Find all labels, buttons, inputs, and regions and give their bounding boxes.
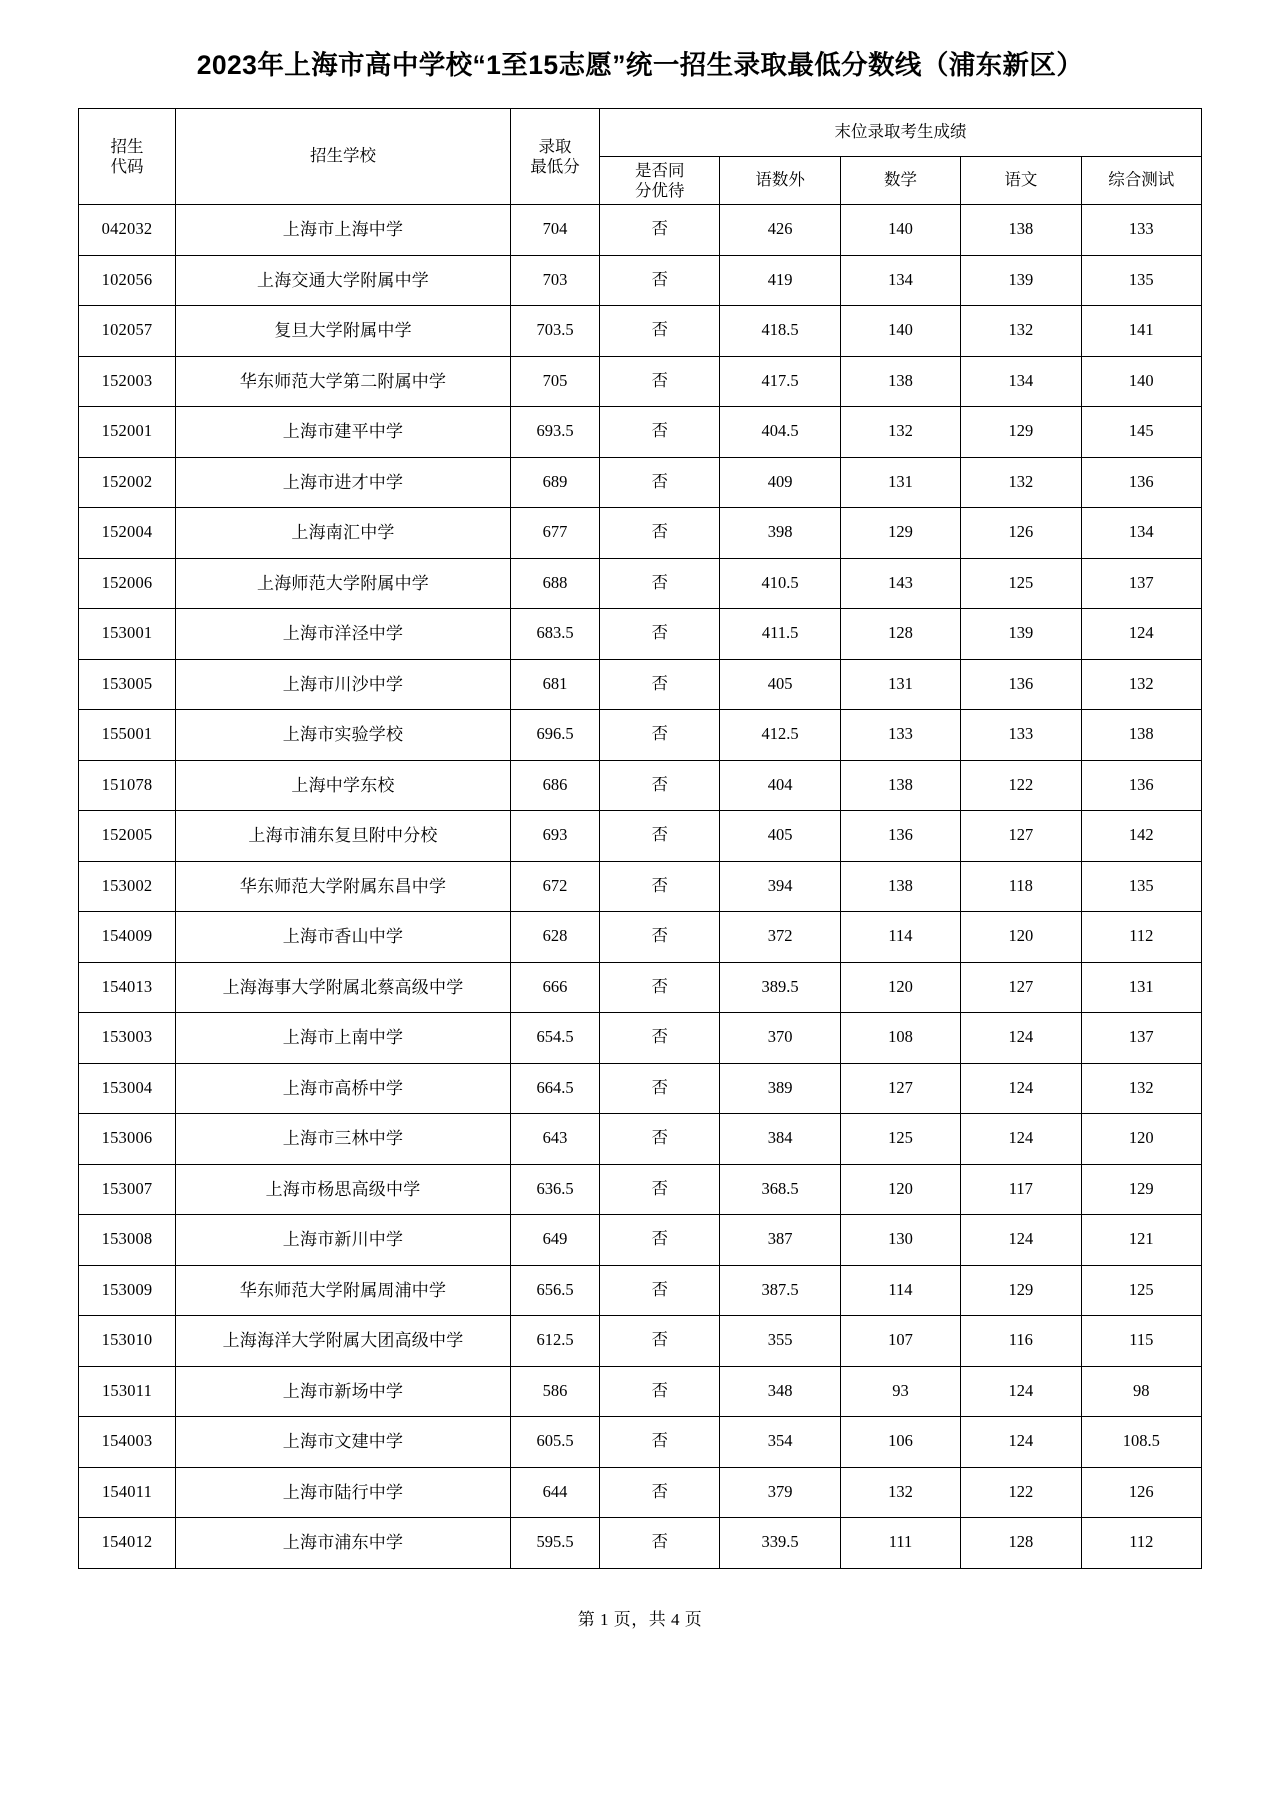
cell-same-score-preference: 否 [600, 1063, 720, 1114]
cell-min-score: 644 [511, 1467, 600, 1518]
table-row [79, 861, 1202, 912]
cell-school-name: 上海市香山中学 [176, 912, 511, 963]
cell-admission-code: 153001 [79, 609, 176, 660]
cell-math: 125 [840, 1114, 960, 1165]
cell-min-score: 636.5 [511, 1164, 600, 1215]
cell-min-score: 654.5 [511, 1013, 600, 1064]
cell-comprehensive: 135 [1081, 861, 1201, 912]
table-row [79, 1316, 1202, 1367]
cell-admission-code: 151078 [79, 760, 176, 811]
table-row [79, 760, 1202, 811]
table-row [79, 1114, 1202, 1165]
cell-math: 127 [840, 1063, 960, 1114]
cell-admission-code: 102056 [79, 255, 176, 306]
cell-math: 108 [840, 1013, 960, 1064]
page-title: 2023年上海市高中学校“1至15志愿”统一招生录取最低分数线（浦东新区） [196, 50, 1084, 80]
cell-comprehensive: 132 [1081, 659, 1201, 710]
cell-min-score: 643 [511, 1114, 600, 1165]
table-row [79, 407, 1202, 458]
header-same-score-line1: 是否同 [634, 160, 685, 180]
table-row [79, 811, 1202, 862]
cell-same-score-preference: 否 [600, 1467, 720, 1518]
cell-chinese: 124 [961, 1215, 1081, 1266]
cell-comprehensive: 136 [1081, 760, 1201, 811]
cell-math: 114 [840, 912, 960, 963]
cell-same-score-preference: 否 [600, 1518, 720, 1569]
cell-school-name: 上海中学东校 [176, 760, 511, 811]
cell-min-score: 595.5 [511, 1518, 600, 1569]
cell-math: 120 [840, 962, 960, 1013]
cell-min-score: 612.5 [511, 1316, 600, 1367]
header-same-score-line2: 分优待 [634, 180, 685, 200]
cell-chinese: 132 [961, 306, 1081, 357]
cell-chinese: 128 [961, 1518, 1081, 1569]
header-min-score [511, 109, 600, 205]
cell-admission-code: 153008 [79, 1215, 176, 1266]
cell-chinese: 129 [961, 407, 1081, 458]
cell-min-score: 693.5 [511, 407, 600, 458]
cell-comprehensive: 133 [1081, 205, 1201, 256]
cell-admission-code: 152004 [79, 508, 176, 559]
cell-same-score-preference: 否 [600, 558, 720, 609]
cell-math: 143 [840, 558, 960, 609]
cell-comprehensive: 120 [1081, 1114, 1201, 1165]
cell-math: 129 [840, 508, 960, 559]
cell-same-score-preference: 否 [600, 962, 720, 1013]
cell-chinese-math-english: 379 [720, 1467, 840, 1518]
cell-same-score-preference: 否 [600, 861, 720, 912]
cell-comprehensive: 121 [1081, 1215, 1201, 1266]
cell-comprehensive: 112 [1081, 1518, 1201, 1569]
cell-school-name: 上海市浦东复旦附中分校 [176, 811, 511, 862]
table-row [79, 1265, 1202, 1316]
cell-school-name: 华东师范大学附属东昌中学 [176, 861, 511, 912]
table-row [79, 1467, 1202, 1518]
cell-min-score: 703.5 [511, 306, 600, 357]
cell-comprehensive: 124 [1081, 609, 1201, 660]
cell-admission-code: 153007 [79, 1164, 176, 1215]
cell-chinese-math-english: 394 [720, 861, 840, 912]
cell-chinese-math-english: 398 [720, 508, 840, 559]
cell-min-score: 696.5 [511, 710, 600, 761]
cell-school-name: 上海师范大学附属中学 [176, 558, 511, 609]
cell-math: 131 [840, 659, 960, 710]
cell-same-score-preference: 否 [600, 356, 720, 407]
cell-admission-code: 154003 [79, 1417, 176, 1468]
cell-same-score-preference: 否 [600, 1164, 720, 1215]
cell-comprehensive: 142 [1081, 811, 1201, 862]
cell-comprehensive: 135 [1081, 255, 1201, 306]
admission-score-table [78, 108, 1202, 1569]
cell-same-score-preference: 否 [600, 710, 720, 761]
cell-chinese: 124 [961, 1417, 1081, 1468]
table-row [79, 306, 1202, 357]
cell-same-score-preference: 否 [600, 1215, 720, 1266]
cell-chinese: 116 [961, 1316, 1081, 1367]
cell-chinese-math-english: 426 [720, 205, 840, 256]
cell-same-score-preference: 否 [600, 306, 720, 357]
cell-school-name: 上海海事大学附属北蔡高级中学 [176, 962, 511, 1013]
cell-math: 140 [840, 205, 960, 256]
cell-school-name: 上海市文建中学 [176, 1417, 511, 1468]
table-row [79, 508, 1202, 559]
table-header [79, 109, 1202, 205]
cell-chinese-math-english: 384 [720, 1114, 840, 1165]
cell-school-name: 上海市陆行中学 [176, 1467, 511, 1518]
cell-same-score-preference: 否 [600, 1417, 720, 1468]
cell-comprehensive: 132 [1081, 1063, 1201, 1114]
cell-min-score: 649 [511, 1215, 600, 1266]
cell-min-score: 605.5 [511, 1417, 600, 1468]
table-row [79, 962, 1202, 1013]
cell-comprehensive: 137 [1081, 558, 1201, 609]
cell-math: 138 [840, 356, 960, 407]
header-admission-code-line1: 招生 [110, 136, 144, 156]
cell-chinese-math-english: 354 [720, 1417, 840, 1468]
cell-chinese-math-english: 372 [720, 912, 840, 963]
cell-admission-code: 153011 [79, 1366, 176, 1417]
cell-school-name: 上海市洋泾中学 [176, 609, 511, 660]
cell-min-score: 693 [511, 811, 600, 862]
cell-same-score-preference: 否 [600, 205, 720, 256]
cell-comprehensive: 125 [1081, 1265, 1201, 1316]
cell-same-score-preference: 否 [600, 457, 720, 508]
header-admission-code [79, 109, 176, 205]
table-row [79, 1366, 1202, 1417]
cell-chinese: 124 [961, 1366, 1081, 1417]
cell-min-score: 705 [511, 356, 600, 407]
cell-comprehensive: 131 [1081, 962, 1201, 1013]
cell-school-name: 上海市杨思高级中学 [176, 1164, 511, 1215]
cell-chinese: 138 [961, 205, 1081, 256]
cell-admission-code: 152005 [79, 811, 176, 862]
cell-chinese: 136 [961, 659, 1081, 710]
cell-admission-code: 153002 [79, 861, 176, 912]
table-row [79, 1215, 1202, 1266]
cell-same-score-preference: 否 [600, 508, 720, 559]
header-min-score-line1: 录取 [538, 136, 572, 156]
table-row [79, 710, 1202, 761]
cell-min-score: 686 [511, 760, 600, 811]
cell-chinese-math-english: 418.5 [720, 306, 840, 357]
table-row [79, 1417, 1202, 1468]
cell-school-name: 上海市上海中学 [176, 205, 511, 256]
cell-min-score: 628 [511, 912, 600, 963]
cell-chinese: 127 [961, 962, 1081, 1013]
cell-min-score: 664.5 [511, 1063, 600, 1114]
cell-chinese-math-english: 339.5 [720, 1518, 840, 1569]
cell-comprehensive: 112 [1081, 912, 1201, 963]
cell-school-name: 华东师范大学附属周浦中学 [176, 1265, 511, 1316]
table-row [79, 912, 1202, 963]
cell-min-score: 681 [511, 659, 600, 710]
table-body [79, 205, 1202, 1569]
cell-chinese: 134 [961, 356, 1081, 407]
cell-school-name: 上海市浦东中学 [176, 1518, 511, 1569]
cell-math: 114 [840, 1265, 960, 1316]
cell-math: 136 [840, 811, 960, 862]
cell-school-name: 上海市新川中学 [176, 1215, 511, 1266]
header-comprehensive: 综合测试 [1081, 157, 1201, 205]
page-footer: 第 1 页，共 4 页 [577, 1609, 703, 1629]
cell-chinese-math-english: 412.5 [720, 710, 840, 761]
cell-min-score: 586 [511, 1366, 600, 1417]
cell-chinese-math-english: 387.5 [720, 1265, 840, 1316]
header-school: 招生学校 [176, 109, 511, 205]
table-row [79, 1063, 1202, 1114]
cell-admission-code: 154009 [79, 912, 176, 963]
cell-admission-code: 152002 [79, 457, 176, 508]
cell-comprehensive: 138 [1081, 710, 1201, 761]
cell-min-score: 688 [511, 558, 600, 609]
cell-chinese-math-english: 411.5 [720, 609, 840, 660]
cell-chinese-math-english: 370 [720, 1013, 840, 1064]
cell-math: 130 [840, 1215, 960, 1266]
cell-admission-code: 153005 [79, 659, 176, 710]
cell-chinese: 139 [961, 609, 1081, 660]
cell-admission-code: 154012 [79, 1518, 176, 1569]
cell-math: 111 [840, 1518, 960, 1569]
cell-math: 138 [840, 861, 960, 912]
header-chinese-math-english: 语数外 [720, 157, 840, 205]
cell-chinese: 120 [961, 912, 1081, 963]
cell-comprehensive: 136 [1081, 457, 1201, 508]
cell-min-score: 704 [511, 205, 600, 256]
cell-chinese: 117 [961, 1164, 1081, 1215]
cell-chinese: 122 [961, 1467, 1081, 1518]
cell-comprehensive: 137 [1081, 1013, 1201, 1064]
cell-same-score-preference: 否 [600, 1366, 720, 1417]
cell-same-score-preference: 否 [600, 912, 720, 963]
cell-admission-code: 152006 [79, 558, 176, 609]
cell-math: 140 [840, 306, 960, 357]
cell-school-name: 上海交通大学附属中学 [176, 255, 511, 306]
cell-same-score-preference: 否 [600, 811, 720, 862]
cell-min-score: 703 [511, 255, 600, 306]
cell-comprehensive: 115 [1081, 1316, 1201, 1367]
cell-same-score-preference: 否 [600, 1013, 720, 1064]
cell-same-score-preference: 否 [600, 659, 720, 710]
header-row-primary [79, 109, 1202, 157]
cell-math: 133 [840, 710, 960, 761]
cell-admission-code: 152003 [79, 356, 176, 407]
cell-math: 128 [840, 609, 960, 660]
cell-admission-code: 154011 [79, 1467, 176, 1518]
cell-school-name: 华东师范大学第二附属中学 [176, 356, 511, 407]
cell-chinese: 122 [961, 760, 1081, 811]
cell-admission-code: 154013 [79, 962, 176, 1013]
cell-school-name: 上海市实验学校 [176, 710, 511, 761]
cell-school-name: 上海市高桥中学 [176, 1063, 511, 1114]
header-same-score-preference [600, 157, 720, 205]
cell-admission-code: 153010 [79, 1316, 176, 1367]
table-row [79, 1013, 1202, 1064]
cell-min-score: 689 [511, 457, 600, 508]
cell-comprehensive: 129 [1081, 1164, 1201, 1215]
cell-comprehensive: 145 [1081, 407, 1201, 458]
cell-chinese: 125 [961, 558, 1081, 609]
cell-same-score-preference: 否 [600, 407, 720, 458]
cell-min-score: 656.5 [511, 1265, 600, 1316]
cell-chinese: 132 [961, 457, 1081, 508]
cell-chinese-math-english: 419 [720, 255, 840, 306]
cell-chinese: 129 [961, 1265, 1081, 1316]
cell-chinese-math-english: 404 [720, 760, 840, 811]
table-row [79, 1518, 1202, 1569]
cell-math: 131 [840, 457, 960, 508]
cell-chinese: 124 [961, 1013, 1081, 1064]
cell-chinese: 118 [961, 861, 1081, 912]
cell-comprehensive: 98 [1081, 1366, 1201, 1417]
cell-school-name: 上海南汇中学 [176, 508, 511, 559]
cell-admission-code: 153006 [79, 1114, 176, 1165]
cell-admission-code: 152001 [79, 407, 176, 458]
cell-chinese: 139 [961, 255, 1081, 306]
cell-chinese-math-english: 405 [720, 659, 840, 710]
cell-admission-code: 153004 [79, 1063, 176, 1114]
cell-chinese-math-english: 405 [720, 811, 840, 862]
cell-school-name: 上海市上南中学 [176, 1013, 511, 1064]
cell-chinese-math-english: 348 [720, 1366, 840, 1417]
cell-comprehensive: 140 [1081, 356, 1201, 407]
cell-min-score: 683.5 [511, 609, 600, 660]
cell-chinese-math-english: 389.5 [720, 962, 840, 1013]
cell-school-name: 上海市新场中学 [176, 1366, 511, 1417]
cell-chinese: 133 [961, 710, 1081, 761]
header-last-admitted-group: 末位录取考生成绩 [600, 109, 1202, 157]
cell-chinese-math-english: 355 [720, 1316, 840, 1367]
cell-min-score: 677 [511, 508, 600, 559]
cell-same-score-preference: 否 [600, 1316, 720, 1367]
cell-chinese-math-english: 409 [720, 457, 840, 508]
cell-school-name: 上海市建平中学 [176, 407, 511, 458]
cell-math: 93 [840, 1366, 960, 1417]
cell-min-score: 666 [511, 962, 600, 1013]
table-row [79, 558, 1202, 609]
cell-school-name: 复旦大学附属中学 [176, 306, 511, 357]
cell-math: 132 [840, 1467, 960, 1518]
cell-school-name: 上海市三林中学 [176, 1114, 511, 1165]
cell-math: 106 [840, 1417, 960, 1468]
cell-school-name: 上海市川沙中学 [176, 659, 511, 710]
cell-chinese: 126 [961, 508, 1081, 559]
cell-same-score-preference: 否 [600, 1265, 720, 1316]
cell-chinese: 127 [961, 811, 1081, 862]
table-row [79, 457, 1202, 508]
header-admission-code-line2: 代码 [110, 156, 144, 176]
table-row [79, 255, 1202, 306]
cell-chinese-math-english: 404.5 [720, 407, 840, 458]
header-chinese: 语文 [961, 157, 1081, 205]
cell-math: 120 [840, 1164, 960, 1215]
header-math: 数学 [840, 157, 960, 205]
cell-chinese-math-english: 389 [720, 1063, 840, 1114]
cell-chinese: 124 [961, 1063, 1081, 1114]
cell-chinese-math-english: 417.5 [720, 356, 840, 407]
cell-comprehensive: 141 [1081, 306, 1201, 357]
cell-chinese-math-english: 368.5 [720, 1164, 840, 1215]
table-row [79, 609, 1202, 660]
cell-admission-code: 102057 [79, 306, 176, 357]
cell-same-score-preference: 否 [600, 760, 720, 811]
cell-comprehensive: 126 [1081, 1467, 1201, 1518]
table-row [79, 205, 1202, 256]
table-row [79, 659, 1202, 710]
header-min-score-line2: 最低分 [530, 156, 580, 176]
cell-same-score-preference: 否 [600, 1114, 720, 1165]
cell-same-score-preference: 否 [600, 609, 720, 660]
cell-math: 134 [840, 255, 960, 306]
cell-admission-code: 042032 [79, 205, 176, 256]
table-row [79, 356, 1202, 407]
cell-admission-code: 155001 [79, 710, 176, 761]
cell-chinese: 124 [961, 1114, 1081, 1165]
cell-comprehensive: 108.5 [1081, 1417, 1201, 1468]
cell-school-name: 上海市进才中学 [176, 457, 511, 508]
cell-same-score-preference: 否 [600, 255, 720, 306]
cell-math: 107 [840, 1316, 960, 1367]
cell-chinese-math-english: 410.5 [720, 558, 840, 609]
cell-school-name: 上海海洋大学附属大团高级中学 [176, 1316, 511, 1367]
cell-min-score: 672 [511, 861, 600, 912]
cell-admission-code: 153009 [79, 1265, 176, 1316]
cell-admission-code: 153003 [79, 1013, 176, 1064]
cell-comprehensive: 134 [1081, 508, 1201, 559]
cell-chinese-math-english: 387 [720, 1215, 840, 1266]
cell-math: 138 [840, 760, 960, 811]
cell-math: 132 [840, 407, 960, 458]
table-row [79, 1164, 1202, 1215]
